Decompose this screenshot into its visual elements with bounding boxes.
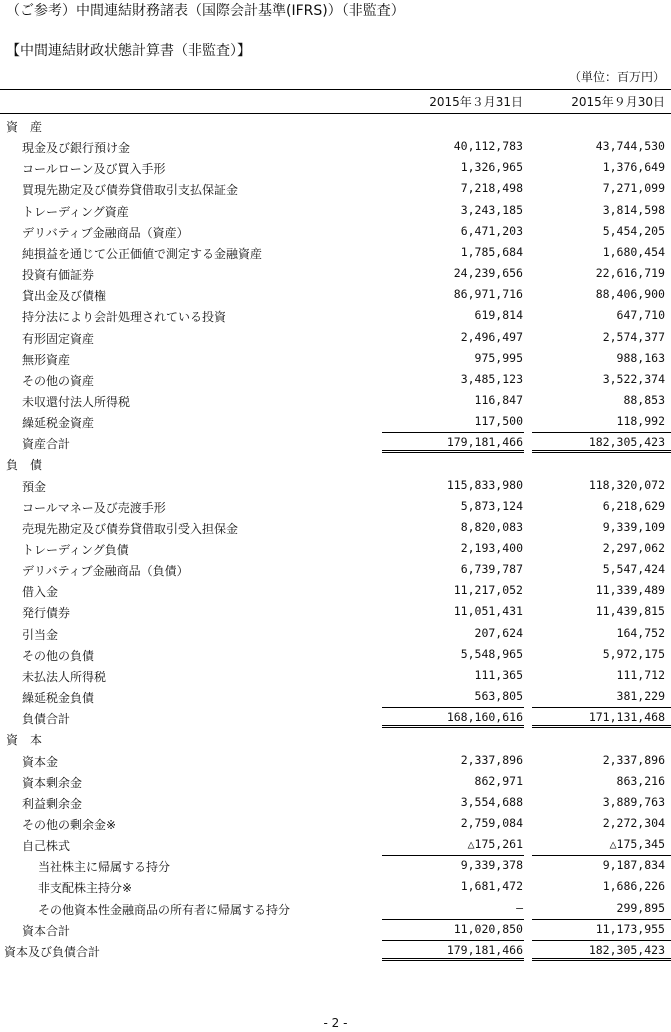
table-row [0, 792, 671, 813]
table-row [0, 580, 671, 601]
table-row [0, 644, 671, 665]
table-row [0, 390, 671, 411]
value-2015-09-30: 22,616,719 [595, 266, 665, 281]
value-2015-03-31: 6,739,787 [460, 562, 523, 577]
value-2015-09-30: 11,339,489 [595, 583, 665, 598]
table-row [0, 538, 671, 559]
value-2015-09-30: 299,895 [616, 900, 665, 915]
row-label: 資本合計 [22, 923, 71, 938]
header-rule [0, 113, 671, 114]
value-2015-09-30: 6,218,629 [602, 498, 665, 513]
subtotal-rule [532, 707, 671, 708]
row-label: 現金及び銀行預け金 [22, 141, 131, 156]
value-2015-09-30: 171,131,468 [588, 710, 665, 725]
table-row [0, 898, 671, 919]
table-row [0, 221, 671, 242]
value-2015-09-30: 5,972,175 [602, 646, 665, 661]
value-2015-09-30: 2,272,304 [602, 815, 665, 830]
subtotal-rule [532, 940, 671, 941]
value-2015-09-30: 3,889,763 [602, 794, 665, 809]
value-2015-03-31: 563,805 [474, 689, 523, 704]
value-2015-03-31: 3,554,688 [460, 794, 523, 809]
value-2015-03-31: 6,471,203 [460, 223, 523, 238]
row-label: 未払法人所得税 [22, 669, 107, 684]
table-row [0, 284, 671, 305]
value-2015-03-31: 5,873,124 [460, 498, 523, 513]
table-row [0, 369, 671, 390]
value-2015-09-30: 43,744,530 [595, 139, 665, 154]
value-2015-09-30: 88,406,900 [595, 287, 665, 302]
column-header-2015-09-30: 2015年９月30日 [571, 95, 665, 109]
table-row [0, 157, 671, 178]
subtotal-rule [382, 432, 524, 433]
value-2015-09-30: 7,271,099 [602, 181, 665, 196]
value-2015-03-31: 9,339,378 [460, 858, 523, 873]
value-2015-03-31: 179,181,466 [446, 942, 523, 957]
value-2015-09-30: 2,574,377 [602, 329, 665, 344]
value-2015-09-30: 988,163 [616, 350, 665, 365]
value-2015-09-30: 3,522,374 [602, 371, 665, 386]
row-label: その他資本性金融商品の所有者に帰属する持分 [38, 902, 291, 917]
table-row [0, 475, 671, 496]
section-heading-label: 資 本 [6, 733, 43, 748]
value-2015-09-30: 647,710 [616, 308, 665, 323]
value-2015-03-31: 86,971,716 [453, 287, 523, 302]
value-2015-09-30: 11,173,955 [595, 921, 665, 936]
table-row [0, 876, 671, 897]
row-label: 預金 [22, 479, 47, 494]
row-label: 未収還付法人所得税 [22, 394, 131, 409]
value-2015-03-31: 24,239,656 [453, 266, 523, 281]
table-row [0, 327, 671, 348]
row-label: 繰延税金負債 [22, 691, 95, 706]
value-2015-03-31: 1,785,684 [460, 244, 523, 259]
row-label: 繰延税金資産 [22, 416, 95, 431]
value-2015-09-30: 9,339,109 [602, 519, 665, 534]
value-2015-09-30: 5,454,205 [602, 223, 665, 238]
value-2015-03-31: 862,971 [474, 773, 523, 788]
table-row [0, 834, 671, 855]
row-label: 資本及び負債合計 [4, 944, 101, 959]
row-label: 資産合計 [22, 437, 71, 452]
value-2015-03-31: 117,500 [474, 414, 523, 429]
value-2015-03-31: 2,496,497 [460, 329, 523, 344]
row-label: 発行債券 [22, 606, 71, 621]
row-label: その他の剰余金※ [22, 817, 117, 832]
row-label: 引当金 [22, 627, 59, 642]
value-2015-09-30: 164,752 [616, 625, 665, 640]
table-row [0, 305, 671, 326]
table-row [0, 750, 671, 771]
table-row [0, 919, 671, 940]
value-2015-03-31: 11,020,850 [453, 921, 523, 936]
section-heading [0, 728, 671, 749]
table-row [0, 686, 671, 707]
table-row [0, 200, 671, 221]
row-label: 自己株式 [22, 839, 71, 854]
value-2015-03-31: △175,261 [467, 837, 523, 852]
row-label: その他の資産 [22, 373, 95, 388]
value-2015-03-31: 7,218,498 [460, 181, 523, 196]
row-label: トレーディング負債 [22, 543, 129, 557]
value-2015-09-30: 1,376,649 [602, 160, 665, 175]
value-2015-03-31: 116,847 [474, 392, 523, 407]
row-label: 資本剰余金 [22, 775, 83, 790]
unit-label: （単位：百万円） [568, 70, 665, 84]
row-label: 負債合計 [22, 712, 71, 727]
value-2015-09-30: 1,686,226 [602, 879, 665, 894]
subtotal-rule [382, 707, 524, 708]
subtotal-rule [532, 432, 671, 433]
column-header-2015-03-31: 2015年３月31日 [429, 95, 523, 109]
statement-title: 【中間連結財政状態計算書（非監査）】 [6, 43, 251, 59]
row-label: コールローン及び買入手形 [22, 162, 166, 177]
row-label: デリバティブ金融商品（負債） [22, 564, 189, 579]
row-label: 無形資産 [22, 352, 71, 367]
value-2015-09-30: 118,320,072 [588, 477, 665, 492]
value-2015-03-31: 168,160,616 [446, 710, 523, 725]
row-label: 貸出金及び債権 [22, 289, 107, 304]
value-2015-09-30: 9,187,834 [602, 858, 665, 873]
row-label: 利益剰余金 [22, 796, 83, 811]
table-row [0, 178, 671, 199]
value-2015-09-30: 3,814,598 [602, 202, 665, 217]
value-2015-09-30: 182,305,423 [588, 435, 665, 450]
table-row [0, 665, 671, 686]
value-2015-03-31: 11,051,431 [453, 604, 523, 619]
value-2015-09-30: 2,297,062 [602, 541, 665, 555]
table-row [0, 813, 671, 834]
row-label: その他の負債 [22, 648, 95, 663]
value-2015-03-31: 40,112,783 [453, 139, 523, 154]
total-double-rule [532, 957, 671, 961]
value-2015-03-31: 207,624 [474, 625, 523, 640]
document-title: （ご参考）中間連結財務諸表（国際会計基準(IFRS)）（非監査） [6, 3, 405, 19]
value-2015-09-30: 182,305,423 [588, 942, 665, 957]
value-2015-09-30: 111,712 [616, 667, 665, 682]
row-label: デリバティブ金融商品（資産） [22, 225, 189, 240]
total-double-rule [382, 957, 524, 961]
value-2015-09-30: 863,216 [616, 773, 665, 788]
table-row [0, 263, 671, 284]
row-label: 有形固定資産 [22, 331, 95, 346]
table-row [0, 411, 671, 432]
table-row [0, 559, 671, 580]
value-2015-03-31: 3,485,123 [460, 371, 523, 386]
subtotal-rule [382, 855, 524, 856]
row-label: コールマネー及び売渡手形 [22, 500, 166, 515]
table-row [0, 242, 671, 263]
section-heading [0, 115, 671, 136]
row-label: 非支配株主持分※ [38, 881, 133, 896]
value-2015-03-31: 1,326,965 [460, 160, 523, 175]
value-2015-09-30: 381,229 [616, 689, 665, 704]
value-2015-03-31: 115,833,980 [446, 477, 523, 492]
row-label: 持分法により会計処理されている投資 [22, 310, 227, 325]
value-2015-09-30: 88,853 [623, 392, 665, 407]
value-2015-09-30: 11,439,815 [595, 604, 665, 619]
row-label: 投資有価証券 [22, 268, 95, 283]
section-heading-label: 負 債 [6, 458, 43, 473]
row-label: 資本金 [22, 754, 59, 769]
value-2015-03-31: 2,759,084 [460, 815, 523, 830]
value-2015-09-30: △175,345 [609, 837, 665, 852]
value-2015-03-31: 975,995 [474, 350, 523, 365]
value-2015-09-30: 2,337,896 [602, 752, 665, 767]
subtotal-rule [382, 940, 524, 941]
table-row [0, 855, 671, 876]
value-2015-03-31: 179,181,466 [446, 435, 523, 450]
table-row [0, 623, 671, 644]
value-2015-03-31: 3,243,185 [460, 202, 523, 217]
value-2015-03-31: 2,193,400 [460, 541, 523, 555]
row-label: 買現先勘定及び債券貸借取引支払保証金 [22, 183, 239, 198]
value-2015-03-31: 619,814 [474, 308, 523, 323]
row-label: トレーディング資産 [22, 204, 129, 219]
row-label: 当社株主に帰属する持分 [38, 860, 171, 875]
subtotal-rule [532, 919, 671, 920]
value-2015-03-31: 11,217,052 [453, 583, 523, 598]
value-2015-03-31: 8,820,083 [460, 519, 523, 534]
table-row [0, 601, 671, 622]
value-2015-03-31: 2,337,896 [460, 752, 523, 767]
subtotal-rule [382, 919, 524, 920]
row-label: 借入金 [22, 585, 59, 600]
table-row [0, 496, 671, 517]
row-label: 売現先勘定及び債券貸借取引受入担保金 [22, 521, 239, 536]
table-row [0, 517, 671, 538]
value-2015-09-30: 118,992 [616, 414, 665, 429]
value-2015-03-31: 5,548,965 [460, 646, 523, 661]
section-heading-label: 資 産 [6, 120, 43, 134]
table-row [0, 136, 671, 157]
subtotal-rule [532, 855, 671, 856]
column-header-row [0, 90, 671, 111]
value-2015-03-31: 1,681,472 [460, 879, 523, 894]
table-row [0, 348, 671, 369]
section-heading [0, 453, 671, 474]
value-2015-09-30: 1,680,454 [602, 244, 665, 259]
value-2015-03-31: ― [516, 900, 523, 915]
page-number: - 2 - [323, 1016, 348, 1030]
row-label: 純損益を通じて公正価値で測定する金融資産 [22, 246, 263, 261]
value-2015-09-30: 5,547,424 [602, 562, 665, 577]
value-2015-03-31: 111,365 [474, 667, 523, 682]
table-row [0, 771, 671, 792]
